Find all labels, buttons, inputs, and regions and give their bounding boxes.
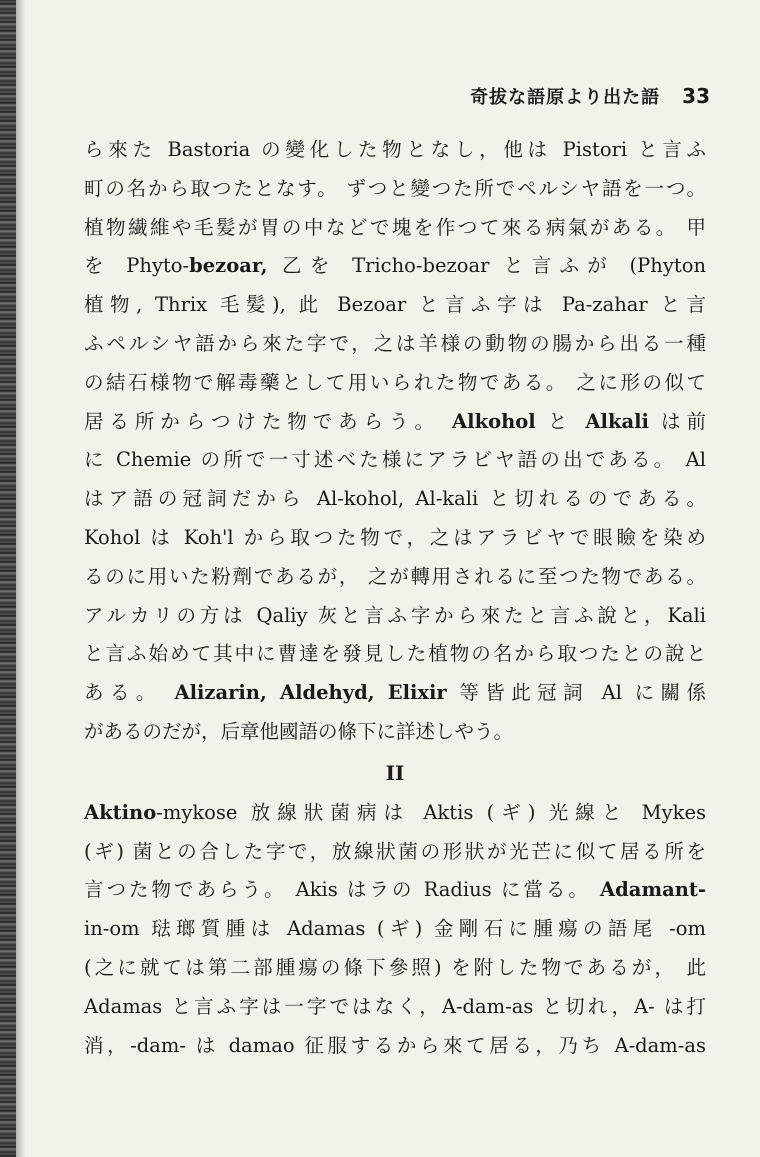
text-line: はア語の冠詞だから Al-kohol, Al-kali と切れるのである。: [84, 487, 706, 511]
running-head-title: 奇拔な語原より出た語: [470, 87, 661, 108]
text-line: るのに用いた粉劑であるが， 之が轉用されるに至つた物である。: [84, 564, 706, 588]
text-line: ある。 Alizarin, Aldehyd, Elixir 等皆此冠詞 Al に關係: [84, 681, 706, 705]
text-line: Adamas と言ふ字は一字ではなく，A-dam-as と切れ，A- は打: [84, 994, 706, 1018]
book-binding-edge: [0, 0, 16, 1157]
text-line: 植物繊維や毛髪が胃の中などで塊を作つて來る病氣がある。 甲: [84, 215, 706, 239]
text-line: 言つた物であらう。 Akis はラの Radius に當る。 Adamant-: [84, 878, 706, 902]
text-line: (之に就ては第二部腫瘍の條下參照) を附した物であるが， 此: [84, 955, 706, 979]
text-line: in-om 琺瑯質腫は Adamas (ギ) 金剛石に腫瘍の語尾 -om: [84, 917, 706, 941]
text-line: ふペルシヤ語から來た字で，之は羊様の動物の腸から出る一種: [84, 331, 706, 355]
page-body: [84, 131, 706, 1065]
text-line: 消，-dam- は damao 征服するから來て居る，乃ち A-dam-as: [84, 1033, 706, 1057]
paragraph-1: [84, 131, 706, 752]
text-line: に Chemie の所で一寸述べた様にアラビヤ語の出である。 Al: [84, 448, 706, 472]
text-line: Kohol は Koh'l から取つた物で，之はアラビヤで眼瞼を染め: [84, 525, 706, 549]
paragraph-2: [84, 794, 706, 1066]
text-line: 居る所からつけた物であらう。 Alkohol と Alkali は前: [84, 409, 706, 433]
text-line: 町の名から取つたとなす。 ずつと變つた所でペルシヤ語を一つ。: [84, 176, 706, 200]
section-heading: II: [385, 760, 405, 785]
binding-shadow: [16, 0, 26, 1157]
running-head: [420, 82, 710, 110]
text-line: があるのだが，后章他國語の條下に詳述しやう。: [84, 719, 514, 743]
text-line: を Phyto-bezoar, 乙を Tricho-bezoar と言ふが (Phyton: [84, 254, 706, 278]
text-line: (ギ) 菌との合した字で，放線狀菌の形狀が光芒に似て居る所を: [84, 839, 706, 863]
text-line: 植物, Thrix 毛髪), 此 Bezoar と言ふ字は Pa-zahar と言: [84, 293, 706, 317]
text-line: アルカリの方は Qaliy 灰と言ふ字から來たと言ふ說と，Kali: [84, 603, 706, 627]
text-line: と言ふ始めて其中に曹達を發見した植物の名から取つたとの說と: [84, 642, 706, 666]
page-number: 33: [682, 84, 710, 108]
text-line: の結石様物で解毒藥として用いられた物である。 之に形の似て: [84, 370, 706, 394]
text-line: Aktino-mykose 放線狀菌病は Aktis (ギ) 光線と Mykes: [84, 800, 706, 824]
text-line: ら來た Bastoria の變化した物となし，他は Pistori と言ふ: [84, 138, 706, 161]
